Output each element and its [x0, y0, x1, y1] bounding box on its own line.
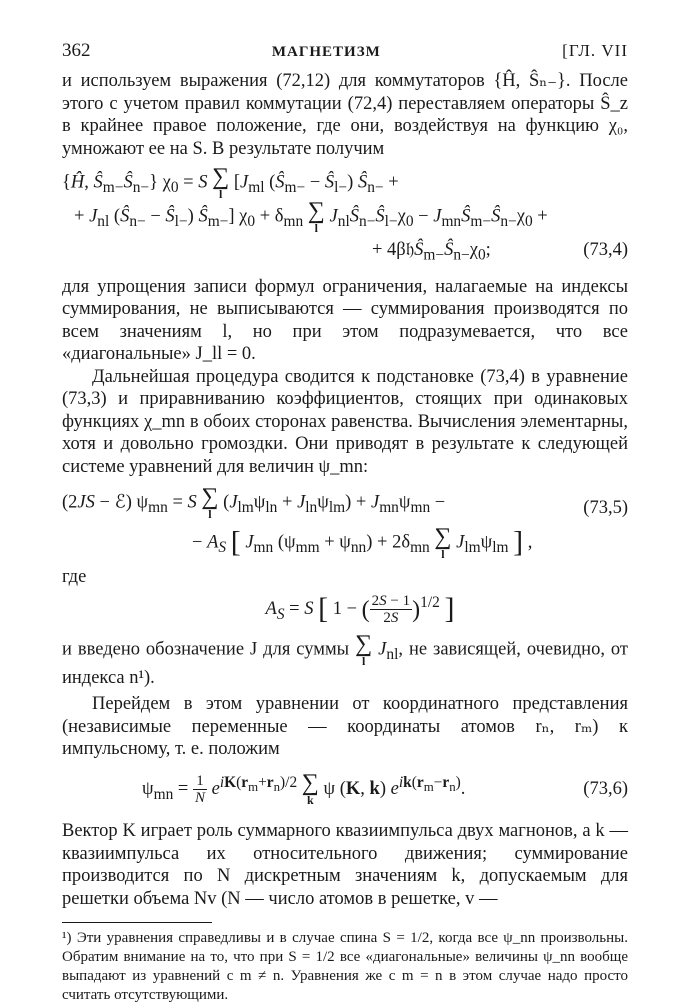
paragraph-4-text-b: не зависящей, очевидно, от индекса n¹).	[62, 638, 629, 688]
equation-73-4: {Ĥ, $Ŝ_{m-}Ŝ_{n-}$} $\chi_0 = S$ ∑ l [$J_{ml}$ ($Ŝ_{m-}$ − $Ŝ_{l-}$) $Ŝ_{n-}$ + + $J_{nl}$ ($Ŝ_{n-}$ − $Ŝ_{l-}$) $Ŝ_{m-}$] $\chi_0 + \delta_{mn}$ ∑ l $J_{nl}Ŝ_{n-}Ŝ_{l-}\chi_0$ − $J_{mn}Ŝ_{m-}Ŝ_{n-}\chi_0$ + + $4\beta 𝔥Ŝ_{m-}Ŝ_{n-}\chi_0$; (73,4)	[62, 164, 628, 264]
equation-number: (73,4)	[583, 240, 628, 260]
paragraph-3: Дальнейшая процедура сводится к подстановке (73,4) в уравнение (73,3) и приравниванию коэффициентов, стоящих при одинаковых функциях χ_mn в обоих сторонах равенства. Вычисления элементарны, хотя и довольно громоздки. Они приводят в результате к следующей системе уравнений для величин ψ_mn:	[62, 366, 628, 477]
paragraph-4: и введено обозначение J для суммы ∑ l $J_{nl}$, не зависящей, очевидно, от индекса n¹).	[62, 630, 629, 688]
equation-73-5: (2JS − ℰ) $\psi_{mn} = S$ ∑ l $(J_{lm}\psi_{ln} + J_{ln}\psi_{lm}) + J_{mn}\psi_{mn}$ − − $A_S$ [ $J_{mn}$ $(\psi_{mm} + \psi_{nn}) + 2\delta_{mn}$ ∑ l $J_{lm}\psi_{lm}$ ] , (73,5)	[62, 484, 628, 562]
equation-number: (73,6)	[583, 778, 628, 799]
sum-symbol: ∑ l	[355, 630, 373, 668]
footnote: ¹) Эти уравнения справедливы и в случае спина S = 1/2, когда все ψ_nn произвольны. Обратим внимание на то, что при S = 1/2 все «диагональные» величины ψ_nn вообще выпадают из уравнений с m ≠ n. Уравнения же с m = n в этом случае надо просто считать отсутствующими.	[62, 930, 628, 1004]
paragraph-1: и используем выражения (72,12) для коммутаторов {Ĥ, Ŝₙ₋}. После этого с учетом правил коммутации (72,4) переставляем операторы Ŝ_z в крайнее правое положение, где они, воздействуя на функцию χ₀, умножают ее на S. В результате получим	[62, 71, 628, 159]
chapter-label: [ГЛ. VII	[562, 41, 628, 60]
page	[62, 40, 628, 1005]
paragraph-6: Вектор K играет роль суммарного квазиимпульса двух магнонов, а k — квазиимпульса их относительного движения; суммирование производится по N дискретным значениям k, допускаемым для решетки объема Nv (N — число атомов в решетке, v —	[62, 821, 628, 909]
paragraph-4-text-a: и введено обозначение J для суммы	[62, 638, 350, 659]
where-label: где	[62, 567, 87, 588]
paragraph-5: Перейдем в этом уравнении от координатного представления (независимые переменные — координаты атомов rₙ, rₘ) к импульсному, т. е. положим	[62, 694, 628, 760]
page-number: 362	[62, 40, 91, 61]
equation-73-6: $\psi_{mn}$ = $\frac{1}{N}$ $e^{iK(r_m+r_n)/2}$ ∑ k ψ (K, k) $e^{ik(r_m-r_n)}$. (73,6)	[142, 770, 628, 808]
footnote-divider	[62, 922, 212, 923]
running-title: МАГНЕТИЗМ	[271, 44, 381, 60]
paragraph-2: для упрощения записи формул ограничения, налагаемые на индексы суммирования, не выписываются — суммирования производятся по всем значениям l, но при этом подразумевается, что все «диагональные» J_ll = 0.	[62, 276, 628, 365]
equation-number: (73,5)	[583, 498, 628, 519]
page-header	[62, 40, 628, 62]
equation-As: $A_S = S$ [ 1 − ( $\frac{2S - 1}{2S}$ )$^{1/2}$ ]	[265, 591, 455, 627]
